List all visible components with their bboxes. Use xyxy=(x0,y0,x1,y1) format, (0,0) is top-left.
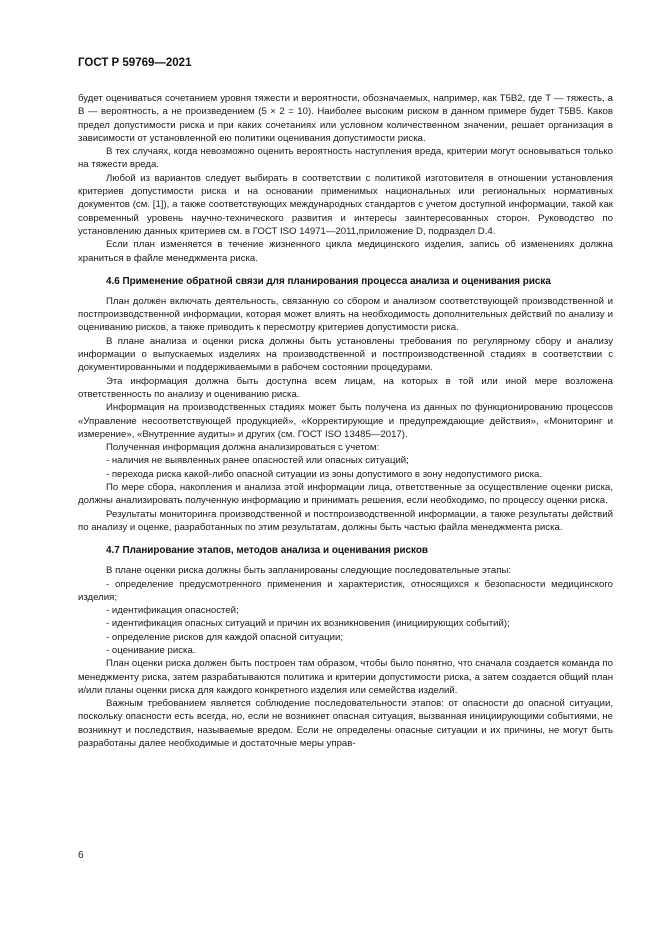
list-item: - определение рисков для каждой опасной ситуации; xyxy=(106,631,344,643)
paragraph: Информация на производственных стадиях может быть получена из данных по функционированию процессов «Управление несоответствующей продукцией», «Корректирующие и предупреждающие действия», «Мониторинг и измерение», «Внутренние аудиты» и других (см. ГОСТ ISO 13485—2017). xyxy=(78,402,613,440)
paragraph: Полученная информация должна анализироваться с учетом: xyxy=(106,442,380,454)
list-item: - перехода риска какой-либо опасной ситуации из зоны допустимого в зону недопустимого риска. xyxy=(106,468,542,480)
paragraph: В плане оценки риска должны быть запланированы следующие последовательные этапы: xyxy=(106,565,512,577)
list-item: - оценивание риска. xyxy=(106,644,196,656)
section-heading-4-7: 4.7 Планирование этапов, методов анализа и оценивания рисков xyxy=(106,545,428,557)
paragraph: Любой из вариантов следует выбирать в соответствии с политикой изготовителя в отношении установления критериев допустимости риска и на основании применимых национальных или региональных нормативных документов (см. [1]), а также соответствующих международных стандартов с учетом доступной информации, такой как современный уровень научно-технического развития и интересы заинтересованных сторон. Руководство по установлению данных критериев см. в ГОСТ ISO 14971—2011,приложение D, подраздел D.4. xyxy=(78,172,613,237)
section-heading-4-6: 4.6 Применение обратной связи для планирования процесса анализа и оценивания риска xyxy=(106,275,551,287)
page-number: 6 xyxy=(78,850,84,861)
document-body xyxy=(78,92,613,750)
list-item: - определение предусмотренного применения и характеристик, относящихся к безопасности медицинского изделия; xyxy=(78,578,613,603)
paragraph: План должен включать деятельность, связанную со сбором и анализом соответствующей производственной и постпроизводственной информации, которая может влиять на необходимость дополнительных действий по анализу и оцениванию рисков, а также приводить к пересмотру критериев допустимости риска. xyxy=(78,295,613,334)
list-item: - наличия не выявленных ранее опасностей или опасных ситуаций; xyxy=(106,455,409,467)
paragraph: В плане анализа и оценки риска должны быть установлены требования по регулярному сбору и анализу информации о выпускаемых изделиях на производственной и постпроизводственной стадиях в соответствии с документированными и поддерживаемыми в рабочем состоянии процедурами. xyxy=(78,335,613,374)
paragraph: Важным требованием является соблюдение последовательности этапов: от опасности до опасной ситуации, поскольку опасности есть всегда, но, если не возникнет опасная ситуация, вызванная инициирующими событиями, не возникнут и последствия, называемые вредом. Если не определены опасные ситуации и их причины, не могут быть разработаны далее необходимые и достаточные меры управ- xyxy=(78,698,613,750)
paragraph: Результаты мониторинга производственной и постпроизводственной информации, а также результаты действий по анализу и оценке, разработанных по этим результатам, должны быть частью файла менеджмента риска. xyxy=(78,508,613,533)
paragraph: План оценки риска должен быть построен там образом, чтобы было понятно, что сначала создается команда по менеджменту риска, затем разрабатываются политика и критерии допустимости риска, а затем создается общий план и/или планы оценки риска для каждого конкретного изделия или семейства изделий. xyxy=(78,658,613,696)
paragraph: будет оцениваться сочетанием уровня тяжести и вероятности, обозначаемых, например, как T5B2, где T — тяжесть, а B — вероятность, а не произведением (5 × 2 = 10). Наиболее высоким риском в данном примере будет T5B5. Каков предел допустимости риска и при каких сочетаниях или условном количественном значении, решает организация в зависимости от установленной ею политики оценивания допустимости риска. xyxy=(78,93,613,144)
list-item: - идентификация опасностей; xyxy=(106,605,239,617)
paragraph: В тех случаях, когда невозможно оценить вероятность наступления вреда, критерии могут основываться только на тяжести вреда. xyxy=(78,146,613,171)
document-header: ГОСТ Р 59769—2021 xyxy=(78,57,192,69)
paragraph: Эта информация должна быть доступна всем лицам, на которых в той или иной мере возложена ответственность по анализу и оцениванию риска. xyxy=(78,375,613,400)
paragraph: Если план изменяется в течение жизненного цикла медицинского изделия, запись об изменениях должна храниться в файле менеджмента риска. xyxy=(78,239,613,264)
list-item: - идентификация опасных ситуаций и причин их возникновения (инициирующих событий); xyxy=(106,618,510,630)
paragraph: По мере сбора, накопления и анализа этой информации лица, ответственные за осуществление оценки риска, должны анализировать полученную информацию и принимать решения, если необходимо, по процессу оценки риска. xyxy=(78,482,613,507)
